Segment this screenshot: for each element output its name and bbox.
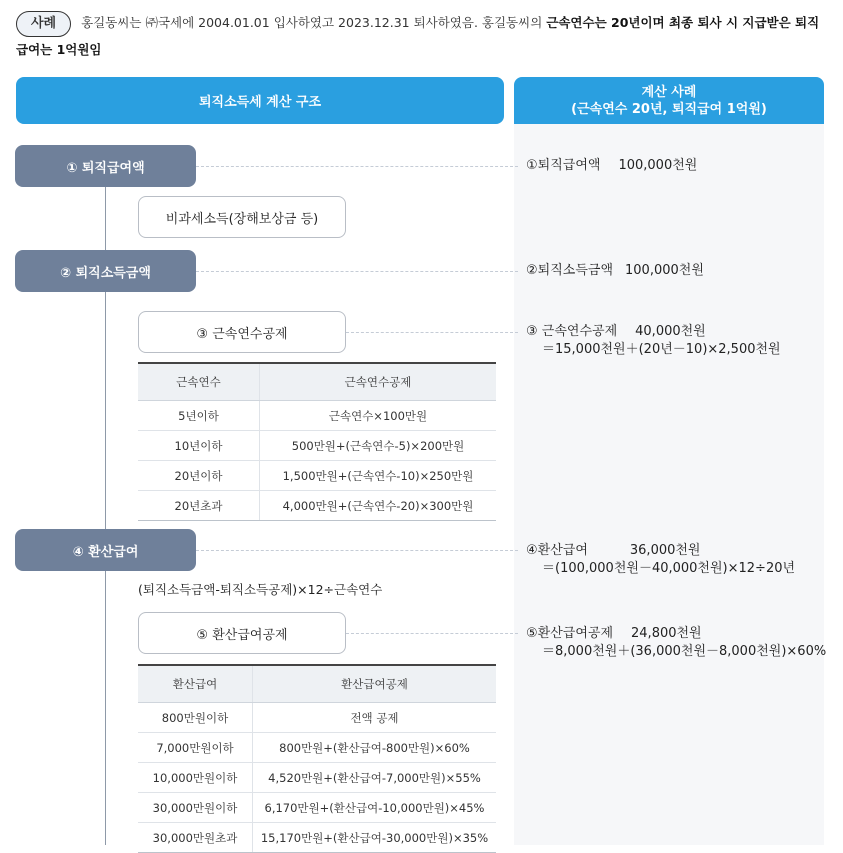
step-label: ② 퇴직소득금액	[60, 265, 151, 281]
table-row	[138, 763, 496, 793]
calc-service-deduction	[526, 323, 781, 359]
service-deduction-box	[138, 311, 346, 353]
table-cell: 전액 공제	[253, 703, 497, 733]
table-row	[138, 491, 496, 521]
calc-label: ④환산급여	[526, 543, 588, 558]
table-cell: 20년이하	[138, 461, 260, 491]
table-cell: 800만원이하	[138, 703, 253, 733]
table-cell: 15,170만원+(환산급여-30,000만원)×35%	[253, 823, 497, 853]
table-row	[138, 823, 496, 853]
table-cell: 근속연수×100만원	[260, 401, 497, 431]
converted-pay-formula: (퇴직소득금액-퇴직소득공제)×12÷근속연수	[138, 582, 383, 597]
case-tag: 사례	[16, 11, 71, 37]
table-row	[138, 431, 496, 461]
converted-deduction-table	[138, 664, 496, 853]
table-cell: 5년이하	[138, 401, 260, 431]
table-cell: 7,000만원이하	[138, 733, 253, 763]
table-cell: 4,520만원+(환산급여-7,000만원)×55%	[253, 763, 497, 793]
converted-deduction-box	[138, 612, 346, 654]
table-cell: 10년이하	[138, 431, 260, 461]
table-row	[138, 733, 496, 763]
table-row	[138, 703, 496, 733]
connector-5	[346, 633, 518, 634]
table-header: 근속연수	[138, 363, 260, 401]
calc-formula: ＝15,000천원＋(20년－10)×2,500천원	[542, 342, 781, 357]
calc-value: 24,800천원	[631, 626, 702, 641]
table-cell: 6,170만원+(환산급여-10,000만원)×45%	[253, 793, 497, 823]
step-label: ④ 환산급여	[72, 544, 139, 560]
structure-header-title: 퇴직소득세 계산 구조	[198, 95, 322, 110]
case-intro	[16, 10, 831, 62]
example-header-title: 계산 사례	[641, 84, 697, 100]
example-header-subtitle: (근속연수 20년, 퇴직급여 1억원)	[571, 101, 767, 117]
table-cell: 4,000만원+(근속연수-20)×300만원	[260, 491, 497, 521]
calc-label: ②퇴직소득금액	[526, 263, 614, 278]
connector-2	[196, 271, 518, 272]
calc-retirement-income	[526, 262, 704, 280]
converted-deduction-label: ⑤ 환산급여공제	[196, 627, 288, 643]
non-taxable-box	[138, 196, 346, 238]
calc-value: 100,000천원	[618, 158, 698, 173]
calc-value: 36,000천원	[629, 543, 701, 558]
table-row	[138, 793, 496, 823]
table-header: 환산급여공제	[253, 665, 497, 703]
step-converted-pay	[15, 529, 196, 571]
structure-header	[16, 77, 504, 124]
table-header: 근속연수공제	[260, 363, 497, 401]
calc-retirement-pay	[526, 157, 697, 175]
table-header: 환산급여	[138, 665, 253, 703]
calc-formula: ＝8,000천원＋(36,000천원－8,000천원)×60%	[542, 644, 827, 659]
calc-value: 40,000천원	[635, 324, 706, 339]
calc-value: 100,000천원	[625, 263, 704, 278]
calc-converted-pay	[526, 542, 795, 578]
table-cell: 10,000만원이하	[138, 763, 253, 793]
connector-4	[196, 550, 518, 551]
table-cell: 500만원+(근속연수-5)×200만원	[260, 431, 497, 461]
table-cell: 30,000만원이하	[138, 793, 253, 823]
example-header	[514, 77, 824, 124]
table-cell: 20년초과	[138, 491, 260, 521]
step-retirement-income	[15, 250, 196, 292]
service-deduction-table	[138, 362, 496, 521]
table-row	[138, 401, 496, 431]
example-panel	[514, 124, 827, 845]
table-cell: 1,500만원+(근속연수-10)×250만원	[260, 461, 497, 491]
table-cell: 800만원+(환산급여-800만원)×60%	[253, 733, 497, 763]
non-taxable-label: 비과세소득(장해보상금 등)	[165, 211, 319, 227]
calc-label: ⑤환산급여공제	[526, 626, 614, 641]
step-retirement-pay	[15, 145, 196, 187]
intro-text: 홍길동씨는 ㈜국세에 2004.01.01 입사하였고 2023.12.31 퇴사하였음. 홍길동씨의	[77, 15, 547, 30]
connector-3	[346, 332, 518, 333]
calc-label: ①퇴직급여액	[526, 158, 601, 173]
intro-bold-text: 근속연수는 20년이며 최종 퇴사 시 지급받은 퇴직급여는 1억원임	[16, 15, 820, 57]
calc-formula: ＝(100,000천원－40,000천원)×12÷20년	[542, 561, 796, 576]
table-cell: 30,000만원초과	[138, 823, 253, 853]
step-label: ① 퇴직급여액	[66, 160, 145, 176]
service-deduction-label: ③ 근속연수공제	[196, 326, 288, 342]
calc-label: ③ 근속연수공제	[526, 324, 618, 339]
calc-converted-deduction	[526, 625, 826, 661]
table-row	[138, 461, 496, 491]
connector-1	[196, 166, 518, 167]
